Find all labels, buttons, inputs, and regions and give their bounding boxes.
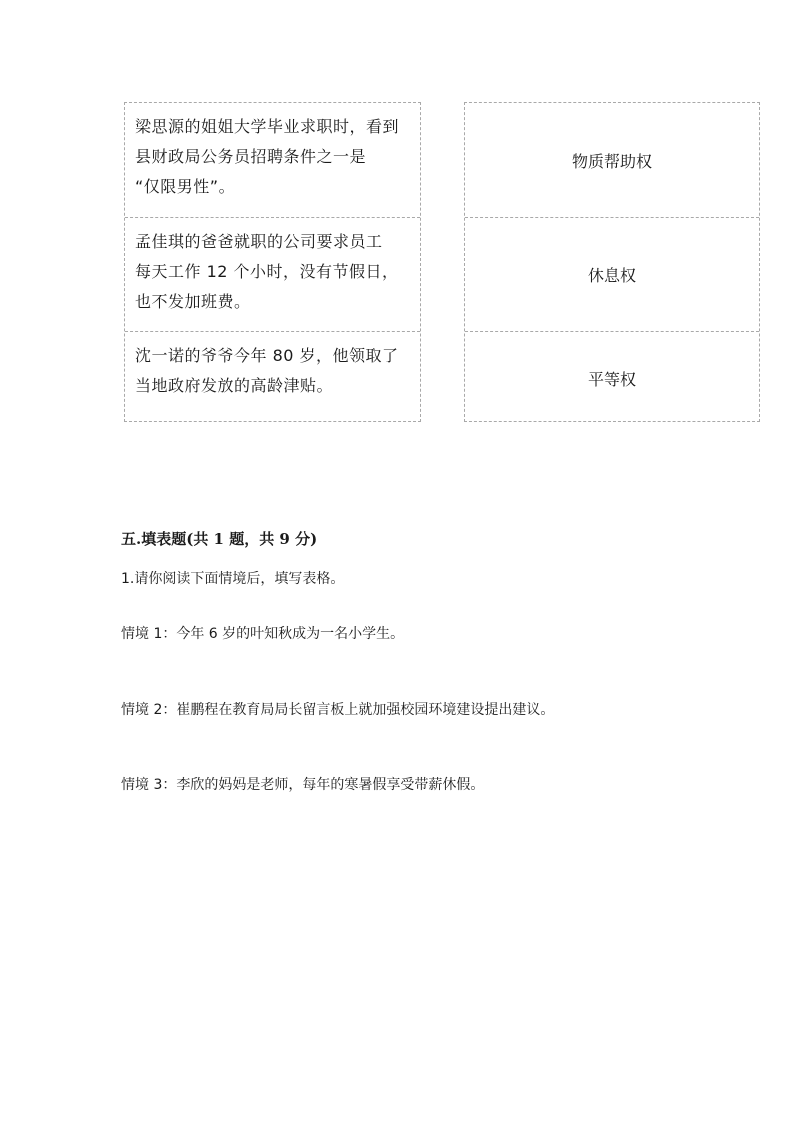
right-cell-2 bbox=[465, 217, 759, 331]
section-title: 五.填表题(共 1 题，共 9 分) bbox=[121, 530, 318, 548]
scenario-1-line-3: “仅限男性”。 bbox=[135, 177, 236, 196]
scenario-3-line-2: 当地政府发放的高龄津贴。 bbox=[135, 376, 334, 395]
scenario-cell-1 bbox=[125, 103, 420, 217]
right-cell-3 bbox=[465, 331, 759, 421]
right-label-1: 物质帮助权 bbox=[571, 152, 652, 171]
situation-1: 情境 1：今年 6 岁的叶知秋成为一名小学生。 bbox=[121, 626, 405, 642]
scenario-cell-3 bbox=[125, 331, 420, 421]
scenario-3-line-1: 沈一诺的爷爷今年 80 岁，他领取了 bbox=[135, 346, 399, 365]
right-label-3: 平等权 bbox=[587, 370, 636, 389]
scenario-2-line-3: 也不发加班费。 bbox=[135, 292, 251, 311]
scenario-1-line-2: 县财政局公务员招聘条件之一是 bbox=[135, 147, 367, 166]
right-label-2: 休息权 bbox=[587, 266, 636, 285]
scenario-1-line-1: 梁思源的姐姐大学毕业求职时，看到 bbox=[135, 117, 400, 136]
situation-3: 情境 3：李欣的妈妈是老师，每年的寒暑假享受带薪休假。 bbox=[121, 777, 485, 793]
scenario-cell-2 bbox=[125, 217, 420, 331]
scenario-2-line-2: 每天工作 12 个小时，没有节假日， bbox=[135, 262, 399, 281]
situation-2: 情境 2：崔鹏程在教育局局长留言板上就加强校园环境建设提出建议。 bbox=[121, 702, 555, 718]
scenario-table bbox=[124, 102, 421, 422]
scenario-2-line-1: 孟佳琪的爸爸就职的公司要求员工 bbox=[135, 232, 383, 251]
right-cell-1 bbox=[465, 103, 759, 217]
question-text: 1.请你阅读下面情境后，填写表格。 bbox=[121, 571, 345, 587]
rights-table bbox=[464, 102, 760, 422]
